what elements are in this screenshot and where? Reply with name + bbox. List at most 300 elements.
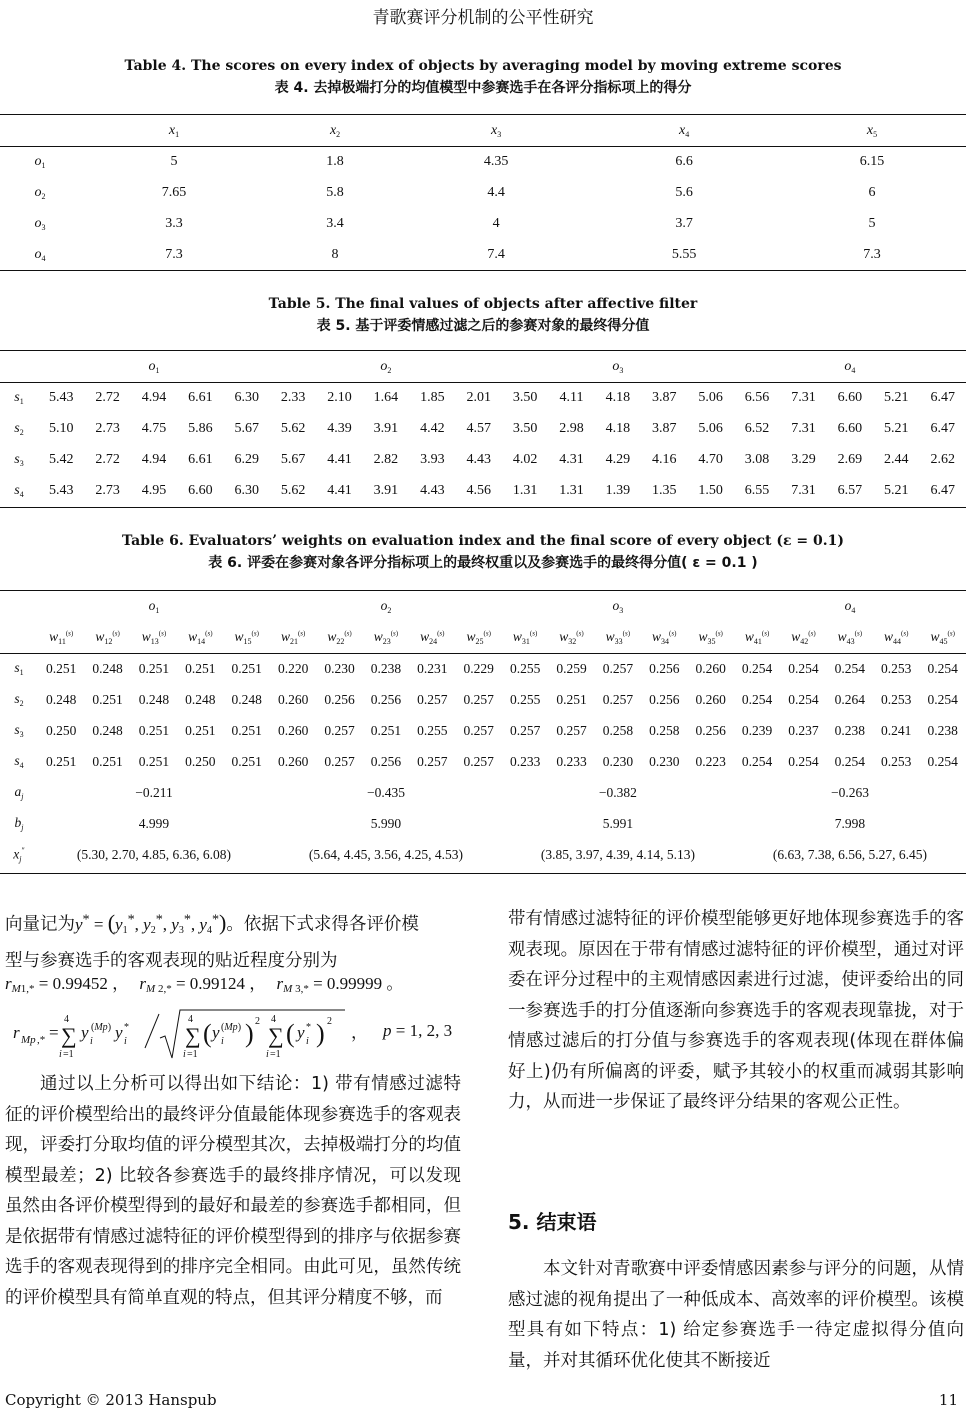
t4-row-label: $o_4$ [34, 246, 46, 263]
t4-corner [0, 115, 80, 146]
t6-cell: 0.259 [556, 660, 587, 676]
t6-cell: 0.248 [46, 691, 77, 707]
t6-cell: 0.237 [788, 722, 819, 738]
table6-caption-en: Table 6. Evaluators’ weights on evaluation index and the final score of every object (ε = 0.1) [122, 533, 844, 549]
t6-weight-header: $w_{43}^{(s)}$ [837, 629, 863, 646]
t5-cell: 7.31 [791, 420, 816, 436]
intro-line2: 型与参赛选手的客观表现的贴近程度分别为 [5, 951, 338, 972]
t6-cell: 0.251 [185, 660, 216, 676]
svg-text:i: i [183, 1049, 186, 1060]
t5-cell: 2.72 [95, 389, 120, 405]
t6-a-row-cell: −0.382 [598, 784, 637, 800]
t6-b-row-cell: 5.990 [370, 815, 402, 831]
svg-text:i: i [306, 1036, 309, 1047]
t6-weight-header: $w_{15}^{(s)}$ [234, 629, 259, 646]
t5-row-label: $s_3$ [14, 451, 24, 468]
t6-cell: 0.257 [463, 753, 494, 769]
t6-weight-header: $w_{32}^{(s)}$ [559, 629, 584, 646]
t6-x-row-cell: (6.63, 7.38, 6.56, 5.27, 6.45) [772, 846, 928, 862]
r2-rendered: $r_{M 2,*} = 0.99124$ [139, 974, 246, 995]
t6-cell: 0.254 [741, 753, 773, 769]
t4-cell: 4.4 [487, 184, 505, 200]
t5-cell: 5.43 [48, 389, 74, 405]
t4-cell: 5.8 [326, 184, 344, 200]
t6-cell: 0.257 [463, 691, 494, 707]
t6-row-label: $s_2$ [14, 691, 24, 708]
t4-cell: 7.65 [161, 184, 187, 200]
t6-cell: 0.233 [556, 753, 587, 769]
svg-text:=1: =1 [270, 1049, 281, 1060]
t6-cell: 0.230 [602, 753, 634, 769]
t5-group-header: $o_4$ [844, 358, 856, 375]
t5-cell: 4.41 [327, 451, 352, 467]
section-heading-conclusion: 5. 结束语 [508, 1210, 597, 1234]
t5-cell: 3.87 [652, 389, 677, 405]
svg-text:=1: =1 [63, 1049, 74, 1060]
t5-cell: 2.73 [95, 482, 120, 498]
svg-text:4: 4 [64, 1014, 69, 1025]
t4-row-label: $o_1$ [34, 153, 46, 170]
table-row [0, 684, 966, 715]
svg-text:∑: ∑ [185, 1023, 201, 1048]
t5-cell: 4.95 [141, 482, 167, 498]
t6-cell: 0.257 [463, 722, 494, 738]
t6-cell: 0.248 [231, 691, 262, 707]
table-row [0, 208, 966, 239]
t5-cell: 3.50 [512, 389, 538, 405]
t5-cell: 6.29 [234, 451, 259, 467]
t5-cell: 4.18 [605, 420, 631, 436]
t6-b-row-label: $b_j$ [14, 815, 24, 832]
t4-cell: 5.55 [671, 246, 697, 262]
t5-cell: 4.11 [559, 389, 584, 405]
t5-cell: 1.31 [559, 482, 584, 498]
t6-weight-header: $w_{42}^{(s)}$ [791, 629, 816, 646]
t5-cell: 6.61 [188, 389, 213, 405]
t6-weight-header: $w_{35}^{(s)}$ [698, 629, 723, 646]
t6-row-label: $s_1$ [14, 660, 24, 677]
t5-cell: 5.62 [280, 420, 306, 436]
t6-cell: 0.260 [695, 660, 726, 676]
t6-cell: 0.255 [417, 722, 448, 738]
t6-cell: 0.248 [92, 722, 123, 738]
svg-text:=1: =1 [187, 1049, 198, 1060]
table4-bottom-rule [0, 270, 966, 271]
t6-cell: 0.251 [138, 660, 170, 676]
table4-header-rule [0, 146, 966, 147]
r3-rendered: $r_{M 3,*} = 0.99999$ [276, 974, 383, 995]
t6-cell: 0.251 [185, 722, 216, 738]
t5-cell: 3.91 [373, 482, 399, 498]
svg-text:*: * [124, 1022, 129, 1033]
table-row [0, 746, 966, 777]
svg-text:,*: ,* [37, 1034, 46, 1046]
t4-col-header: $x_3$ [491, 122, 502, 139]
t6-cell: 0.257 [324, 722, 355, 738]
t5-cell: 6.30 [234, 389, 259, 405]
t6-cell: 0.238 [834, 722, 866, 738]
t5-cell: 5.21 [883, 389, 909, 405]
t6-cell: 0.258 [602, 722, 634, 738]
t6-cell: 0.241 [881, 722, 912, 738]
t6-cell: 0.256 [370, 691, 402, 707]
t6-cell: 0.260 [277, 691, 309, 707]
svg-text:4: 4 [271, 1014, 276, 1025]
t4-col-header: $x_4$ [678, 122, 690, 139]
svg-text:=: = [49, 1023, 59, 1042]
t4-cell: 4 [492, 215, 500, 231]
t6-cell: 0.253 [881, 753, 912, 769]
t6-cell: 0.250 [46, 722, 77, 738]
right-paragraph-2: 本文针对青歌赛中评委情感因素参与评分的问题，从情感过滤的视角提出了一种低成本、高效率的评价模型。该模型具有如下特点：1) 给定参赛选手一待定虚拟得分值向量，并对其循环优化使其不断接近 [508, 1259, 964, 1371]
svg-text:2: 2 [255, 1016, 260, 1027]
t6-cell: 0.260 [695, 691, 726, 707]
t5-cell: 6.56 [744, 389, 770, 405]
t6-x-row-cell: (3.85, 3.97, 4.39, 4.14, 5.13) [540, 846, 695, 862]
t5-cell: 5.10 [48, 420, 74, 436]
t5-cell: 2.33 [280, 389, 306, 405]
svg-text:y: y [115, 1023, 123, 1042]
t6-row-label: $s_3$ [14, 722, 24, 739]
t5-corner [0, 351, 38, 382]
svg-text:2: 2 [327, 1016, 332, 1027]
t5-cell: 3.50 [512, 420, 538, 436]
t5-cell: 3.91 [373, 420, 399, 436]
t6-cell: 0.254 [927, 753, 958, 769]
t6-cell: 0.251 [46, 753, 77, 769]
t6-cell: 0.257 [509, 722, 541, 738]
table5-bottom-rule [0, 507, 966, 508]
t6-cell: 0.257 [556, 722, 587, 738]
t5-cell: 5.21 [883, 420, 909, 436]
t4-cell: 6.15 [859, 153, 885, 169]
t4-cell: 7.3 [863, 246, 881, 262]
t5-cell: 5.67 [280, 451, 306, 467]
t5-cell: 6.60 [188, 482, 213, 498]
t6-cell: 0.251 [556, 691, 587, 707]
t6-a-row-cell: −0.435 [366, 784, 405, 800]
t6-corner [0, 591, 38, 622]
t6-weight-header: $w_{41}^{(s)}$ [744, 629, 770, 646]
t6-cell: 0.260 [277, 722, 309, 738]
t5-group-header: $o_3$ [612, 358, 624, 375]
t5-cell: 2.10 [327, 389, 352, 405]
table5 [0, 351, 966, 506]
t5-cell: 6.52 [744, 420, 770, 436]
t6-cell: 0.238 [370, 660, 402, 676]
t6-cell: 0.253 [881, 691, 912, 707]
t6-cell: 0.254 [788, 660, 819, 676]
t5-cell: 4.02 [512, 451, 538, 467]
t6-x-row-cell: (5.64, 4.45, 3.56, 4.25, 4.53) [308, 846, 464, 862]
t5-cell: 4.39 [327, 420, 352, 436]
t6-cell: 0.257 [602, 691, 634, 707]
svg-text:∑: ∑ [268, 1023, 284, 1048]
t6-cell: 0.223 [695, 753, 726, 769]
table5-caption-en: Table 5. The final values of objects after affective filter [268, 296, 698, 312]
t6-weight-header: $w_{12}^{(s)}$ [95, 629, 120, 646]
t6-cell: 0.233 [509, 753, 541, 769]
intro-text-b: 。依据下式求得各评价模 [226, 914, 419, 935]
svg-text:(: ( [286, 1019, 295, 1048]
t5-cell: 7.31 [791, 482, 816, 498]
t6-a-row-label: $a_j$ [14, 784, 24, 801]
t6-weight-header: $w_{25}^{(s)}$ [466, 629, 491, 646]
table-row [0, 239, 966, 270]
t6-weight-header: $w_{13}^{(s)}$ [141, 629, 167, 646]
table6 [0, 591, 966, 870]
t5-cell: 4.56 [466, 482, 491, 498]
svg-text:4: 4 [188, 1014, 193, 1025]
t6-cell: 0.251 [46, 660, 77, 676]
t6-weight-header: $w_{44}^{(s)}$ [884, 629, 909, 646]
t5-cell: 1.39 [605, 482, 631, 498]
t6-cell: 0.254 [927, 660, 958, 676]
t5-cell: 6.55 [744, 482, 770, 498]
correlation-results: $r_{M1,*} = 0.99452$ ， $r_{M 2,*} = 0.99124$ ， $r_{M 3,*} = 0.99999$ 。 [5, 974, 404, 995]
t5-cell: 5.43 [48, 482, 74, 498]
t6-cell: 0.248 [92, 660, 123, 676]
svg-text:，: ， [351, 1023, 368, 1042]
t6-cell: 0.254 [834, 660, 866, 676]
t5-cell: 7.31 [791, 389, 816, 405]
t5-cell: 4.43 [466, 451, 491, 467]
t5-cell: 4.70 [698, 451, 723, 467]
t6-cell: 0.254 [741, 660, 773, 676]
t5-cell: 5.21 [883, 482, 909, 498]
svg-text:(Mp): (Mp) [221, 1022, 242, 1033]
t5-cell: 3.29 [791, 451, 816, 467]
t5-cell: 2.73 [95, 420, 120, 436]
t5-cell: 6.61 [188, 451, 213, 467]
t6-cell: 0.238 [927, 722, 958, 738]
t5-cell: 1.50 [698, 482, 723, 498]
svg-text:i: i [90, 1036, 93, 1047]
t6-b-row [0, 808, 966, 839]
t6-cell: 0.250 [185, 753, 216, 769]
t6-x-row [0, 839, 966, 870]
table-row [0, 444, 966, 475]
t6-cell: 0.251 [92, 691, 123, 707]
svg-text:*: * [306, 1022, 311, 1033]
t4-cell: 8 [331, 246, 339, 262]
t6-weight-header: $w_{24}^{(s)}$ [420, 629, 445, 646]
t6-cell: 0.239 [741, 722, 773, 738]
t5-cell: 6.47 [930, 389, 955, 405]
t5-cell: 4.29 [605, 451, 631, 467]
running-header: 青歌赛评分机制的公平性研究 [372, 8, 594, 28]
t6-weight-header: $w_{34}^{(s)}$ [652, 629, 677, 646]
t5-cell: 5.86 [188, 420, 213, 436]
t5-cell: 4.57 [466, 420, 491, 436]
t6-cell: 0.220 [277, 660, 309, 676]
t5-group-header: $o_2$ [380, 358, 392, 375]
t6-x-row-label: $x_j''$ [13, 845, 25, 864]
t4-cell: 6.6 [675, 153, 693, 169]
t6-weight-header: $w_{11}^{(s)}$ [49, 629, 74, 646]
t5-cell: 3.87 [652, 420, 677, 436]
t6-weight-header: $w_{23}^{(s)}$ [373, 629, 399, 646]
t5-cell: 4.31 [559, 451, 584, 467]
t6-cell: 0.255 [509, 691, 541, 707]
svg-text:y: y [81, 1023, 89, 1042]
footer-copyright: Copyright © 2013 Hanspub [5, 1391, 217, 1409]
t6-b-row-cell: 4.999 [138, 815, 170, 831]
t6-group-header: $o_2$ [380, 598, 392, 615]
t6-cell: 0.258 [649, 722, 680, 738]
svg-text:(: ( [203, 1019, 212, 1048]
t6-cell: 0.251 [138, 722, 170, 738]
t6-group-header: $o_1$ [148, 598, 160, 615]
t5-cell: 1.35 [652, 482, 677, 498]
t5-cell: 4.43 [420, 482, 445, 498]
t5-cell: 6.30 [234, 482, 259, 498]
t4-cell: 4.35 [483, 153, 509, 169]
t6-cell: 0.251 [231, 722, 262, 738]
svg-text:Mp: Mp [21, 1034, 36, 1046]
t5-cell: 4.94 [141, 451, 167, 467]
table-row [0, 413, 966, 444]
left-paragraph: 通过以上分析可以得出如下结论：1) 带有情感过滤特征的评价模型给出的最终评分值最能体现参赛选手的客观表现，评委打分取均值的评分模型其次，去掉极端打分的均值模型最差；2) 比较各参赛选手的最终排序情况，可以发现虽然由各评价模型得到的最好和最差的参赛选手都相同，但是依据带有情感过滤特征的评价模型得到的排序与依据参赛选手的客观表现得到的排序完全相同。由此可见，虽然传统的评价模型具有简单直观的特点，但其评分精度不够，而 [5, 1074, 461, 1308]
t5-cell: 3.93 [420, 451, 445, 467]
t4-col-header: $x_1$ [168, 122, 180, 139]
svg-text:i: i [124, 1036, 127, 1047]
t5-cell: 6.47 [930, 482, 955, 498]
footer-page-number: 11 [938, 1391, 958, 1409]
table-row [0, 715, 966, 746]
t6-b-row-cell: 5.991 [602, 815, 634, 831]
t4-cell: 7.3 [165, 246, 183, 262]
t5-cell: 6.60 [837, 389, 863, 405]
table-row [0, 177, 966, 208]
t6-b-row-cell: 7.998 [834, 815, 866, 831]
t5-cell: 2.98 [559, 420, 584, 436]
t5-cell: 4.42 [420, 420, 445, 436]
t6-cell: 0.257 [324, 753, 355, 769]
t5-row-label: $s_2$ [14, 420, 24, 437]
t4-cell: 3.7 [675, 215, 693, 231]
t6-cell: 0.251 [370, 722, 402, 738]
t4-cell: 6 [868, 184, 876, 200]
t4-cell: 5.6 [675, 184, 693, 200]
t5-cell: 1.64 [373, 389, 399, 405]
t6-weight-header: $w_{33}^{(s)}$ [605, 629, 631, 646]
t5-cell: 1.31 [512, 482, 538, 498]
table6-header-rule [0, 653, 966, 654]
t6-cell: 0.230 [324, 660, 355, 676]
t5-cell: 4.41 [327, 482, 352, 498]
intro-vector-formula-rendered: $y^* = (y_1^*$, $y_2^*$, $y_3^*$, $y_4^*$) [75, 909, 227, 936]
svg-text:i: i [221, 1036, 224, 1047]
formula-p-range: p = 1, 2, 3 [383, 1021, 453, 1040]
t6-cell: 0.264 [834, 691, 866, 707]
svg-text:r: r [13, 1023, 20, 1042]
t6-cell: 0.230 [649, 753, 680, 769]
t4-cell: 5 [170, 153, 178, 169]
t6-weight-header: $w_{14}^{(s)}$ [188, 629, 213, 646]
t6-cell: 0.253 [881, 660, 912, 676]
table4-caption-zh: 表 4. 去掉极端打分的均值模型中参赛选手在各评分指标项上的得分 [274, 80, 692, 96]
table-row [0, 146, 966, 177]
t5-row-label: $s_1$ [14, 389, 24, 406]
table6-bottom-rule [0, 873, 966, 874]
intro-text-a: 向量记为 [5, 914, 75, 935]
t6-group-header: $o_4$ [844, 598, 856, 615]
t6-cell: 0.254 [788, 691, 819, 707]
t6-cell: 0.229 [463, 660, 494, 676]
t6-cell: 0.257 [602, 660, 634, 676]
t5-cell: 1.85 [420, 389, 445, 405]
t5-cell: 4.18 [605, 389, 631, 405]
t6-weight-header: $w_{21}^{(s)}$ [280, 629, 306, 646]
t6-cell: 0.256 [370, 753, 402, 769]
t5-cell: 5.06 [698, 420, 723, 436]
svg-text:∑: ∑ [61, 1023, 77, 1048]
t6-cell: 0.256 [649, 660, 680, 676]
t6-cell: 0.254 [834, 753, 866, 769]
t6-cell: 0.251 [92, 753, 123, 769]
t5-cell: 6.60 [837, 420, 863, 436]
t6-cell: 0.260 [277, 753, 309, 769]
t6-cell: 0.254 [788, 753, 819, 769]
table5-caption-zh: 表 5. 基于评委情感过滤之后的参赛对象的最终得分值 [316, 318, 650, 334]
t5-cell: 2.44 [883, 451, 909, 467]
t6-cell: 0.248 [185, 691, 216, 707]
t6-a-row-cell: −0.263 [830, 784, 869, 800]
t5-group-header: $o_1$ [148, 358, 160, 375]
t6-group-header: $o_3$ [612, 598, 624, 615]
t5-cell: 3.08 [744, 451, 770, 467]
svg-text:y: y [297, 1023, 305, 1042]
svg-text:): ) [316, 1019, 325, 1048]
table5-header-rule [0, 382, 966, 383]
t4-col-header: $x_2$ [329, 122, 341, 139]
t4-cell: 1.8 [326, 153, 344, 169]
t5-row-label: $s_4$ [14, 482, 24, 499]
table-row [0, 475, 966, 506]
t5-cell: 4.94 [141, 389, 167, 405]
t5-cell: 2.82 [373, 451, 399, 467]
table6-caption-zh: 表 6. 评委在参赛对象各评分指标项上的最终权重以及参赛选手的最终得分值( ε = 0.1 ) [208, 555, 758, 571]
t6-row-label: $s_4$ [14, 753, 24, 770]
svg-text:(Mp): (Mp) [91, 1022, 112, 1033]
t6-x-row-cell: (5.30, 2.70, 4.85, 6.36, 6.08) [76, 846, 232, 862]
svg-text:i: i [59, 1049, 62, 1060]
t6-cell: 0.256 [649, 691, 680, 707]
t6-cell: 0.257 [417, 691, 448, 707]
t5-cell: 5.67 [234, 420, 259, 436]
t6-corner-2 [0, 622, 38, 653]
t4-row-label: $o_3$ [34, 215, 46, 232]
t5-cell: 5.62 [280, 482, 306, 498]
t5-cell: 2.62 [930, 451, 955, 467]
svg-text:y: y [212, 1023, 220, 1042]
t4-cell: 7.4 [487, 246, 505, 262]
t6-weight-header: $w_{45}^{(s)}$ [930, 629, 955, 646]
t6-cell: 0.254 [741, 691, 773, 707]
t6-a-row-cell: −0.211 [135, 784, 173, 800]
svg-text:): ) [245, 1019, 254, 1048]
t6-cell: 0.251 [138, 753, 170, 769]
r1-rendered: $r_{M1,*} = 0.99452$ [5, 974, 108, 995]
t4-cell: 5 [868, 215, 876, 231]
t6-cell: 0.231 [417, 660, 448, 676]
t4-col-header: $x_5$ [866, 122, 878, 139]
t6-cell: 0.251 [231, 660, 262, 676]
t5-cell: 5.42 [48, 451, 74, 467]
t6-cell: 0.257 [417, 753, 448, 769]
t6-cell: 0.256 [695, 722, 726, 738]
